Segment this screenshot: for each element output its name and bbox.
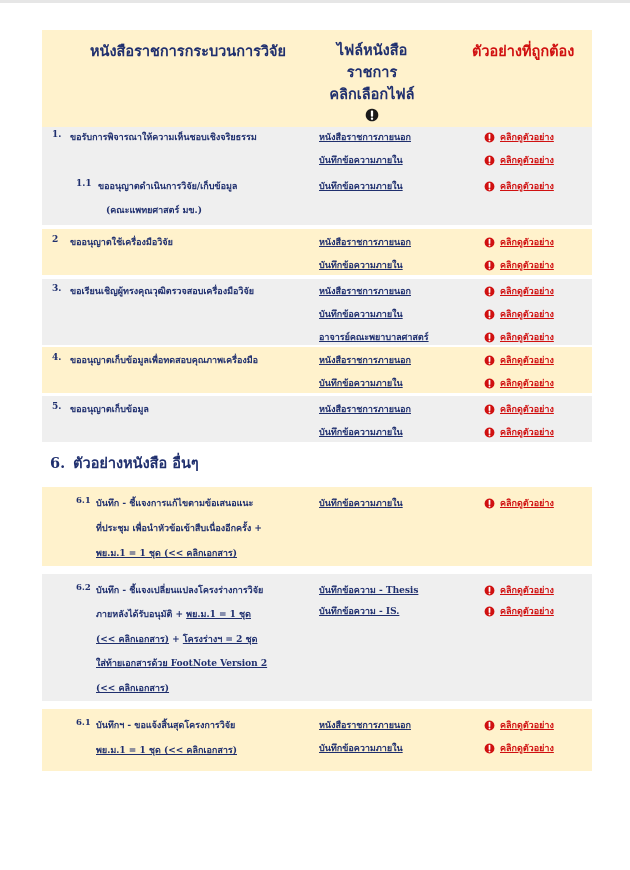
example-link[interactable] bbox=[484, 284, 554, 298]
example-link-label: คลิกดูตัวอย่าง bbox=[500, 156, 554, 166]
example-link-label: คลิกดูตัวอย่าง bbox=[500, 586, 554, 596]
external-letter-link[interactable]: หนังสือราชการภายนอก bbox=[319, 356, 411, 366]
alert-icon bbox=[484, 332, 495, 343]
alert-icon bbox=[484, 155, 495, 166]
row-title: ขออนุญาตเก็บข้อมูล bbox=[70, 405, 149, 415]
row-title: บันทึกฯ - ขอแจ้งสิ้นสุดโครงการวิจัย bbox=[96, 721, 236, 731]
section-number: 6. bbox=[50, 455, 66, 472]
nursing-faculty-link[interactable]: อาจารย์คณะพยาบาลศาสตร์ bbox=[319, 333, 429, 343]
example-link[interactable] bbox=[484, 604, 554, 618]
example-link[interactable] bbox=[484, 330, 554, 344]
row-text: ภายหลังได้รับอนุมัติ + bbox=[96, 610, 187, 620]
attachment-link[interactable]: พย.ม.1 = 1 ชุด (<< คลิกเอกสาร) bbox=[96, 549, 237, 559]
alert-icon bbox=[484, 404, 495, 415]
example-link[interactable] bbox=[484, 741, 554, 755]
external-letter-link[interactable]: หนังสือราชการภายนอก bbox=[319, 238, 411, 248]
table-row bbox=[42, 347, 592, 393]
alert-icon bbox=[484, 743, 495, 754]
row-note: (คณะแพทยศาสตร์ มข.) bbox=[106, 206, 202, 216]
row-number: 6.1 bbox=[76, 496, 91, 506]
alert-icon bbox=[484, 606, 495, 617]
alert-icon bbox=[484, 378, 495, 389]
row-number: 6.1 bbox=[76, 718, 91, 728]
section-title: ตัวอย่างหนังสือ อื่นๆ bbox=[73, 455, 199, 472]
example-link[interactable] bbox=[484, 718, 554, 732]
attachment-link[interactable]: พย.ม.1 = 1 ชุด (<< คลิกเอกสาร) bbox=[96, 746, 237, 756]
alert-icon bbox=[484, 498, 495, 509]
row-text: + bbox=[169, 635, 183, 645]
example-link[interactable] bbox=[484, 179, 554, 193]
attachment-link[interactable]: พย.ม.1 = 1 ชุด bbox=[186, 610, 251, 620]
row-number: 1.1 bbox=[76, 179, 92, 189]
internal-memo-link[interactable]: บันทึกข้อความภายใน bbox=[319, 182, 403, 192]
example-link-label: คลิกดูตัวอย่าง bbox=[500, 744, 554, 754]
example-link[interactable] bbox=[484, 402, 554, 416]
top-divider bbox=[0, 0, 630, 3]
internal-memo-link[interactable]: บันทึกข้อความภายใน bbox=[319, 156, 403, 166]
internal-memo-link[interactable]: บันทึกข้อความภายใน bbox=[319, 379, 403, 389]
example-link-label: คลิกดูตัวอย่าง bbox=[500, 182, 554, 192]
alert-icon bbox=[484, 286, 495, 297]
row-title: บันทึก - ชี้แจงเปลี่ยนแปลงโครงร่างการวิจัย bbox=[96, 586, 264, 596]
example-link-label: คลิกดูตัวอย่าง bbox=[500, 379, 554, 389]
external-letter-link[interactable]: หนังสือราชการภายนอก bbox=[319, 405, 411, 415]
row-number: 5. bbox=[52, 402, 62, 412]
proposal-link[interactable]: โครงร่างฯ = 2 ชุด bbox=[182, 635, 258, 645]
alert-icon bbox=[484, 427, 495, 438]
row-title: ขออนุญาตเก็บข้อมูลเพื่อทดสอบคุณภาพเครื่องมือ bbox=[70, 356, 259, 366]
alert-icon bbox=[484, 720, 495, 731]
example-link[interactable] bbox=[484, 583, 554, 597]
row-title: ขอรับการพิจารณาให้ความเห็นชอบเชิงจริยธรรม bbox=[70, 133, 257, 143]
example-link-label: คลิกดูตัวอย่าง bbox=[500, 405, 554, 415]
table-row bbox=[42, 574, 592, 701]
alert-icon bbox=[484, 181, 495, 192]
alert-icon bbox=[484, 585, 495, 596]
example-link[interactable] bbox=[484, 307, 554, 321]
internal-memo-link[interactable]: บันทึกข้อความภายใน bbox=[319, 499, 403, 509]
header-files-title: ไฟล์หนังสือราชการ bbox=[336, 42, 408, 81]
row-title: ขออนุญาตใช้เครื่องมือวิจัย bbox=[70, 238, 173, 248]
row-number: 3. bbox=[52, 284, 62, 294]
example-link[interactable] bbox=[484, 258, 554, 272]
example-link-label: คลิกดูตัวอย่าง bbox=[500, 238, 554, 248]
table-row bbox=[42, 709, 592, 771]
attachment-link[interactable]: (<< คลิกเอกสาร) bbox=[96, 635, 170, 645]
footnote-instruction[interactable]: ใส่ท้ายเอกสารด้วย FootNote Version 2 bbox=[96, 659, 268, 669]
internal-memo-link[interactable]: บันทึกข้อความภายใน bbox=[319, 428, 403, 438]
example-link[interactable] bbox=[484, 235, 554, 249]
section-heading bbox=[50, 452, 199, 475]
example-link-label: คลิกดูตัวอย่าง bbox=[500, 428, 554, 438]
row-title: ขออนุญาตดำเนินการวิจัย/เก็บข้อมูล bbox=[98, 182, 238, 192]
row-title: ขอเรียนเชิญผู้ทรงคุณวุฒิตรวจสอบเครื่องมือวิจัย bbox=[70, 287, 255, 297]
alert-icon bbox=[484, 355, 495, 366]
thesis-memo-link[interactable]: บันทึกข้อความ - Thesis bbox=[319, 586, 419, 596]
is-memo-link[interactable]: บันทึกข้อความ - IS. bbox=[319, 607, 400, 617]
row-number: 4. bbox=[52, 353, 62, 363]
alert-icon bbox=[484, 260, 495, 271]
header-research-documents: หนังสือราชการกระบวนการวิจัย bbox=[90, 43, 287, 60]
table-row bbox=[42, 487, 592, 566]
external-letter-link[interactable]: หนังสือราชการภายนอก bbox=[319, 133, 411, 143]
example-link-label: คลิกดูตัวอย่าง bbox=[500, 721, 554, 731]
alert-icon bbox=[365, 108, 379, 122]
example-link[interactable] bbox=[484, 353, 554, 367]
example-link[interactable] bbox=[484, 153, 554, 167]
row-number: 1. bbox=[52, 130, 62, 140]
attachment-link[interactable]: (<< คลิกเอกสาร) bbox=[96, 684, 170, 694]
example-link-label: คลิกดูตัวอย่าง bbox=[500, 356, 554, 366]
table-row bbox=[42, 229, 592, 275]
external-letter-link[interactable]: หนังสือราชการภายนอก bbox=[319, 721, 411, 731]
example-link[interactable] bbox=[484, 130, 554, 144]
row-number: 2 bbox=[52, 235, 59, 245]
alert-icon bbox=[484, 309, 495, 320]
table-header bbox=[42, 30, 592, 127]
example-link-label: คลิกดูตัวอย่าง bbox=[500, 333, 554, 343]
alert-icon bbox=[484, 132, 495, 143]
example-link-label: คลิกดูตัวอย่าง bbox=[500, 607, 554, 617]
example-link-label: คลิกดูตัวอย่าง bbox=[500, 133, 554, 143]
example-link[interactable] bbox=[484, 496, 554, 510]
internal-memo-link[interactable]: บันทึกข้อความภายใน bbox=[319, 310, 403, 320]
row-title-line bbox=[96, 607, 251, 621]
header-correct-examples: ตัวอย่างที่ถูกต้อง bbox=[472, 43, 575, 60]
example-link[interactable] bbox=[484, 425, 554, 439]
table-row bbox=[42, 127, 592, 225]
row-number: 6.2 bbox=[76, 583, 91, 593]
row-title-line: ที่ประชุม เพื่อนำหัวข้อเข้าสืบเนื่องอีกครั้ง + bbox=[96, 524, 262, 534]
example-link-label: คลิกดูตัวอย่าง bbox=[500, 287, 554, 297]
row-title-line bbox=[78, 632, 257, 646]
external-letter-link[interactable]: หนังสือราชการภายนอก bbox=[319, 287, 411, 297]
internal-memo-link[interactable]: บันทึกข้อความภายใน bbox=[319, 744, 403, 754]
alert-icon bbox=[484, 237, 495, 248]
example-link-label: คลิกดูตัวอย่าง bbox=[500, 310, 554, 320]
header-files-hint: คลิกเลือกไฟล์ bbox=[329, 86, 415, 103]
table-row bbox=[42, 396, 592, 442]
table-row bbox=[42, 279, 592, 345]
example-link-label: คลิกดูตัวอย่าง bbox=[500, 499, 554, 509]
internal-memo-link[interactable]: บันทึกข้อความภายใน bbox=[319, 261, 403, 271]
header-files bbox=[312, 40, 432, 122]
example-link[interactable] bbox=[484, 376, 554, 390]
example-link-label: คลิกดูตัวอย่าง bbox=[500, 261, 554, 271]
row-title: บันทึก - ชี้แจงการแก้ไขตามข้อเสนอแนะ bbox=[96, 499, 254, 509]
